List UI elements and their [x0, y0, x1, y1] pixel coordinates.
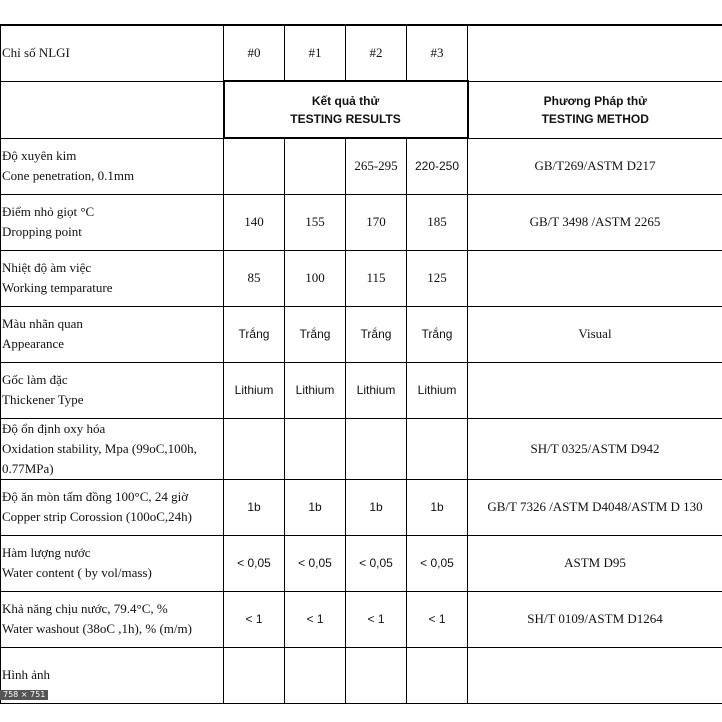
- value-cell: [346, 418, 407, 479]
- property-vi: Độ xuyên kim: [2, 148, 77, 163]
- property-en: Dropping point: [2, 224, 82, 239]
- header-row: [1, 25, 722, 81]
- testing-results-header: [224, 81, 468, 138]
- property-label: [1, 306, 224, 362]
- property-en: Working temparature: [2, 280, 113, 295]
- property-vi: Gốc làm đặc: [2, 372, 68, 387]
- property-en: Copper strip Corossion (100oC,24h): [2, 509, 192, 524]
- value-cell: Lithium: [285, 362, 346, 418]
- grade-3: #3: [407, 25, 468, 81]
- value-cell: < 1: [224, 591, 285, 647]
- property-vi: Hàm lượng nước: [2, 545, 91, 560]
- value-cell: [285, 418, 346, 479]
- method-cell: SH/T 0325/ASTM D942: [468, 418, 722, 479]
- value-cell: [285, 647, 346, 703]
- value-cell: < 1: [346, 591, 407, 647]
- method-cell: Visual: [468, 306, 722, 362]
- value-cell: 1b: [285, 479, 346, 535]
- value-cell: [346, 647, 407, 703]
- method-cell: GB/T 7326 /ASTM D4048/ASTM D 130: [468, 479, 722, 535]
- property-en: Appearance: [2, 336, 65, 351]
- property-label: [1, 535, 224, 591]
- value-cell: < 0,05: [407, 535, 468, 591]
- value-cell: 85: [224, 250, 285, 306]
- value-cell: Lithium: [346, 362, 407, 418]
- value-cell: [285, 138, 346, 194]
- value-cell: Trắng: [346, 306, 407, 362]
- property-label: [1, 362, 224, 418]
- value-cell: 1b: [346, 479, 407, 535]
- value-cell: [407, 647, 468, 703]
- table-row: [1, 479, 722, 535]
- value-cell: Lithium: [224, 362, 285, 418]
- table-row: [1, 138, 722, 194]
- value-cell: Trắng: [224, 306, 285, 362]
- property-vi: Hình ảnh: [2, 667, 51, 682]
- value-cell: [407, 418, 468, 479]
- value-cell: < 1: [285, 591, 346, 647]
- value-cell: < 0,05: [346, 535, 407, 591]
- value-cell: 155: [285, 194, 346, 250]
- value-cell: 170: [346, 194, 407, 250]
- table-row: [1, 591, 722, 647]
- property-label: [1, 418, 224, 479]
- value-cell: 125: [407, 250, 468, 306]
- value-cell: 265-295: [346, 138, 407, 194]
- value-cell: < 0,05: [224, 535, 285, 591]
- value-cell: 100: [285, 250, 346, 306]
- method-vi: Phương Pháp thử: [543, 93, 647, 108]
- value-cell: Lithium: [407, 362, 468, 418]
- method-en: TESTING METHOD: [541, 111, 649, 126]
- property-vi: Độ ăn mòn tấm đồng 100°C, 24 giờ: [2, 489, 189, 504]
- method-cell: [468, 647, 722, 703]
- property-vi: Màu nhãn quan: [2, 316, 83, 331]
- property-vi: Độ ổn định oxy hóa: [2, 420, 106, 436]
- value-cell: < 0,05: [285, 535, 346, 591]
- property-label: [1, 194, 224, 250]
- method-cell: [468, 362, 722, 418]
- method-cell: SH/T 0109/ASTM D1264: [468, 591, 722, 647]
- property-en: Oxidation stability, Mpa (99oC,100h, 0.77MPa): [2, 440, 197, 476]
- value-cell: [224, 138, 285, 194]
- table-row: [1, 535, 722, 591]
- table-row: [1, 194, 722, 250]
- value-cell: < 1: [407, 591, 468, 647]
- nlgi-label: Chỉ số NLGI: [1, 25, 224, 81]
- value-cell: Trắng: [407, 306, 468, 362]
- grade-1: #1: [285, 25, 346, 81]
- property-label: [1, 138, 224, 194]
- property-en: Cone penetration, 0.1mm: [2, 168, 135, 183]
- property-vi: Điểm nhỏ giọt °C: [2, 204, 95, 219]
- value-cell: 115: [346, 250, 407, 306]
- property-en: Water content ( by vol/mass): [2, 565, 152, 580]
- value-cell: 185: [407, 194, 468, 250]
- table-row: [1, 306, 722, 362]
- method-cell: ASTM D95: [468, 535, 722, 591]
- method-cell: GB/T269/ASTM D217: [468, 138, 722, 194]
- results-en: TESTING RESULTS: [290, 111, 401, 126]
- value-cell: 220-250: [407, 138, 468, 194]
- value-cell: [224, 418, 285, 479]
- table-row: [1, 250, 722, 306]
- method-cell: GB/T 3498 /ASTM 2265: [468, 194, 722, 250]
- property-label: [1, 250, 224, 306]
- spec-table: [0, 24, 722, 704]
- grade-0: #0: [224, 25, 285, 81]
- image-size-badge: 758 × 751: [0, 690, 48, 700]
- property-label: [1, 479, 224, 535]
- value-cell: 140: [224, 194, 285, 250]
- value-cell: [224, 647, 285, 703]
- table-row: [1, 362, 722, 418]
- property-vi: Khả năng chịu nước, 79.4°C, %: [2, 601, 168, 616]
- results-vi: Kết quả thử: [311, 93, 380, 108]
- table-row: [1, 418, 722, 479]
- testing-method-header: [468, 81, 722, 138]
- property-en: Thickener Type: [2, 392, 84, 407]
- value-cell: 1b: [224, 479, 285, 535]
- table-row: [1, 647, 722, 703]
- subheader-empty: [1, 81, 224, 138]
- method-cell: [468, 250, 722, 306]
- property-en: Water washout (38oC ,1h), % (m/m): [2, 621, 192, 636]
- value-cell: Trắng: [285, 306, 346, 362]
- header-empty: [468, 25, 722, 81]
- property-label: [1, 591, 224, 647]
- property-vi: Nhiệt độ àm việc: [2, 260, 92, 275]
- value-cell: 1b: [407, 479, 468, 535]
- grade-2: #2: [346, 25, 407, 81]
- subheader-row: [1, 81, 722, 138]
